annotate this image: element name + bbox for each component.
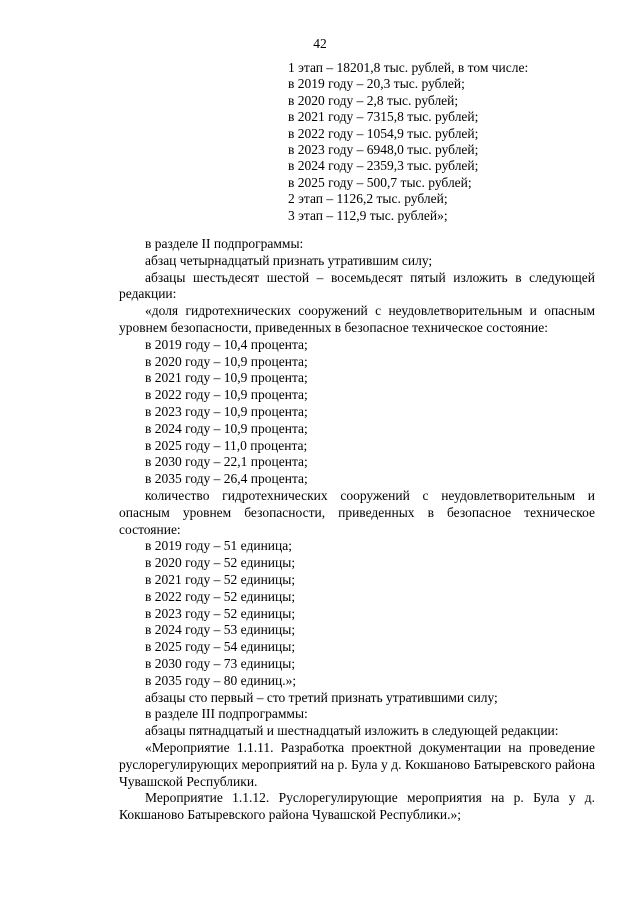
list-item: в 2019 году – 10,4 процента;	[145, 336, 308, 352]
stage-line: в 2019 году – 20,3 тыс. рублей;	[288, 76, 465, 92]
paragraph: абзац четырнадцатый признать утратившим силу;	[145, 252, 433, 268]
quoted-paragraph: «Мероприятие 1.1.11. Разработка проектной документации на проведение руслорегулирующих мероприятий на р. Була у д. Кокшаново Батыревского района Чувашской Республики.	[119, 739, 595, 789]
stage-line: 2 этап – 1126,2 тыс. рублей;	[288, 191, 448, 207]
list-item: в 2025 году – 54 единицы;	[145, 639, 296, 655]
stage-line: в 2023 году – 6948,0 тыс. рублей;	[288, 142, 479, 158]
list-item: в 2021 году – 52 единицы;	[145, 571, 296, 587]
list-item: в 2030 году – 22,1 процента;	[145, 454, 308, 470]
list-item: в 2023 году – 52 единицы;	[145, 605, 296, 621]
list-item: в 2025 году – 11,0 процента;	[145, 437, 308, 453]
list-item: в 2030 году – 73 единицы;	[145, 655, 296, 671]
list-item: в 2024 году – 53 единицы;	[145, 622, 296, 638]
list-item: в 2022 году – 10,9 процента;	[145, 387, 308, 403]
paragraph: количество гидротехнических сооружений с неудовлетворительным и опасным уровнем безопасности, приведенных в безопасное техническое состояние:	[119, 487, 595, 537]
list-item: в 2035 году – 26,4 процента;	[145, 471, 308, 487]
quoted-paragraph: Мероприятие 1.1.12. Руслорегулирующие мероприятия на р. Була у д. Кокшаново Батыревского района Чувашской Республики.»;	[119, 790, 595, 823]
stage-line: в 2020 году – 2,8 тыс. рублей;	[288, 92, 459, 108]
paragraph: абзацы пятнадцатый и шестнадцатый изложить в следующей редакции:	[145, 723, 559, 739]
stage-line: в 2024 году – 2359,3 тыс. рублей;	[288, 158, 479, 174]
stage-line: в 2025 году – 500,7 тыс. рублей;	[288, 174, 472, 190]
stage-line: в 2021 году – 7315,8 тыс. рублей;	[288, 109, 479, 125]
stage-line: 1 этап – 18201,8 тыс. рублей, в том числе:	[288, 60, 529, 75]
paragraph: абзацы шестьдесят шестой – восемьдесят пятый изложить в следующей редакции:	[119, 269, 595, 302]
list-item: в 2019 году – 51 единица;	[145, 538, 293, 554]
stage-line: 3 этап – 112,9 тыс. рублей»;	[288, 207, 448, 223]
section-heading: в разделе II подпрограммы:	[145, 236, 304, 251]
paragraph: абзацы сто первый – сто третий признать утратившими силу;	[145, 689, 498, 705]
section-heading: в разделе III подпрограммы:	[145, 706, 308, 722]
list-item: в 2035 году – 80 единиц.»;	[145, 672, 297, 688]
page-number: 42	[313, 36, 327, 51]
list-item: в 2024 году – 10,9 процента;	[145, 420, 308, 436]
list-item: в 2022 году – 52 единицы;	[145, 588, 296, 604]
stage-line: в 2022 году – 1054,9 тыс. рублей;	[288, 125, 479, 141]
list-item: в 2020 году – 52 единицы;	[145, 555, 296, 571]
document-body	[119, 236, 595, 824]
quoted-paragraph: «доля гидротехнических сооружений с неудовлетворительным и опасным уровнем безопасности, приведенных в безопасное техническое состояние:	[119, 303, 595, 335]
funding-stages-block	[288, 60, 528, 224]
list-item: в 2023 году – 10,9 процента;	[145, 403, 308, 419]
list-item: в 2020 году – 10,9 процента;	[145, 353, 308, 369]
list-item: в 2021 году – 10,9 процента;	[145, 370, 308, 386]
